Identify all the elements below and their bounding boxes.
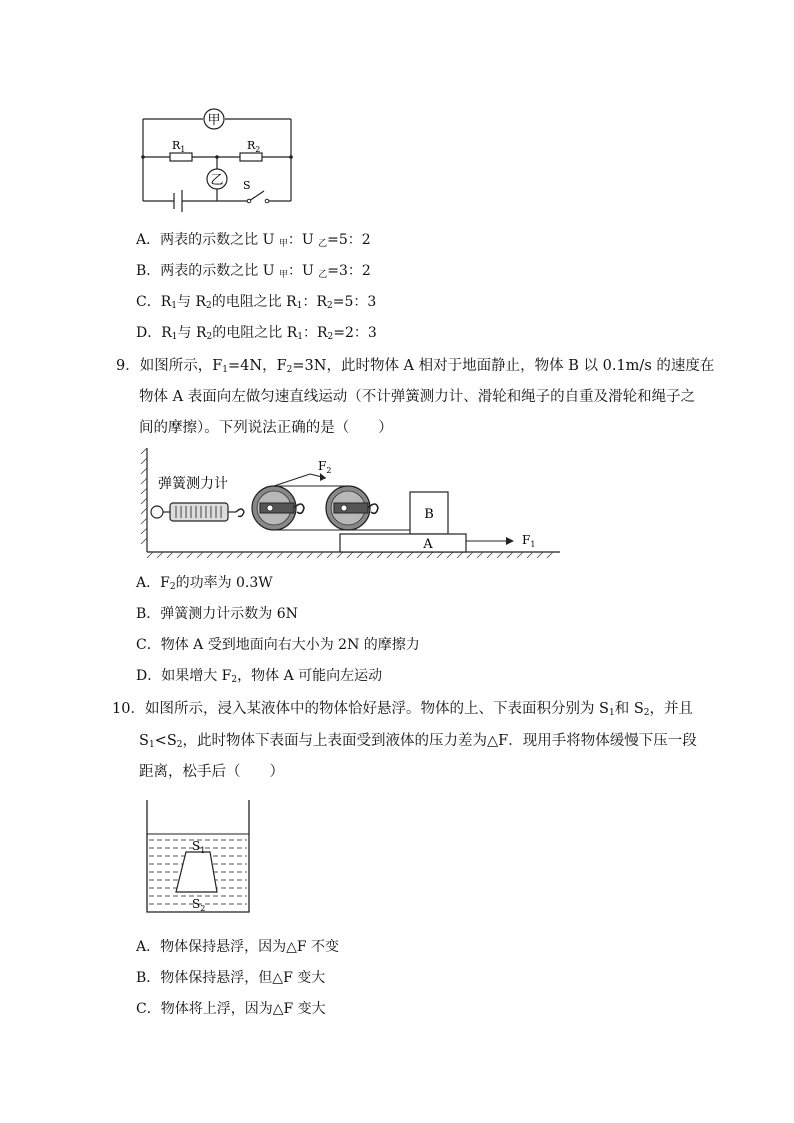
block-a-label: A bbox=[423, 537, 433, 552]
q10-option-a: A．物体保持悬浮，因为△F 不变 bbox=[136, 939, 340, 955]
s2-label: $S_2$ bbox=[192, 897, 206, 913]
liquid-container-diagram bbox=[140, 796, 256, 920]
switch-label: S bbox=[243, 179, 251, 192]
q9-option-d: D．如果增大 $F_2$，物体 A 可能向左运动 bbox=[136, 668, 383, 685]
q9-option-b: B．弹簧测力计示数为 6N bbox=[136, 606, 298, 622]
block-b-label: B bbox=[424, 507, 434, 522]
q8-option-a: A．两表的示数之比 U $_甲$：U $_乙$=5：2 bbox=[136, 232, 371, 249]
q10-number: 10． bbox=[112, 701, 145, 717]
q8-option-b: B．两表的示数之比 U $_甲$：U $_乙$=3：2 bbox=[136, 263, 371, 280]
q9-option-a: A．$F_2$的功率为 0.3W bbox=[136, 575, 273, 592]
spring-scale-label: 弹簧测力计 bbox=[158, 476, 228, 492]
q10-option-b: B．物体保持悬浮，但△F 变大 bbox=[136, 970, 326, 986]
q9-number: 9． bbox=[116, 358, 140, 374]
q10-stem-line1: 10．如图所示，浸入某液体中的物体恰好悬浮。物体的上、下表面积分别为 $S_1$和 $S_2$，并且 bbox=[112, 701, 694, 718]
q8-option-c: C．$R_1$与 $R_2$的电阻之比 $R_1$：$R_2=5$：3 bbox=[136, 294, 377, 311]
q9-stem-line3: 间的摩擦）。下列说法正确的是（ ） bbox=[139, 420, 393, 436]
f2-label: $F_2$ bbox=[318, 459, 332, 475]
q10-option-c: C．物体将上浮，因为△F 变大 bbox=[136, 1001, 326, 1017]
q10-stem-line2: $S_1<S_2$，此时物体下表面与上表面受到液体的压力差为△F．现用手将物体缓慢下压一段 bbox=[139, 733, 697, 750]
circuit-diagram bbox=[130, 100, 310, 220]
q9-stem-line1: 9．如图所示，$F_1=4N$，$F_2=3N$，此时物体 A 相对于地面静止，物体 B 以 0.1m/s 的速度在 bbox=[116, 358, 715, 375]
pulley-diagram bbox=[140, 448, 570, 563]
q9-option-c: C．物体 A 受到地面向右大小为 2N 的摩擦力 bbox=[136, 637, 420, 653]
r2-label: $R_2$ bbox=[247, 139, 261, 154]
q9-stem-line2: 物体 A 表面向左做匀速直线运动（不计弹簧测力计、滑轮和绳子的自重及滑轮和绳子之 bbox=[139, 389, 696, 405]
meter-yi-label: 乙 bbox=[210, 173, 224, 188]
r1-label: $R_1$ bbox=[172, 139, 186, 154]
f1-label: $F_1$ bbox=[522, 533, 536, 549]
q10-stem-line3: 距离，松手后（ ） bbox=[139, 764, 284, 780]
meter-jia-label: 甲 bbox=[207, 113, 221, 128]
q8-option-d: D．$R_1$与 $R_2$的电阻之比 $R_1$：$R_2=2$：3 bbox=[136, 325, 377, 342]
s1-label: $S_1$ bbox=[192, 839, 206, 855]
